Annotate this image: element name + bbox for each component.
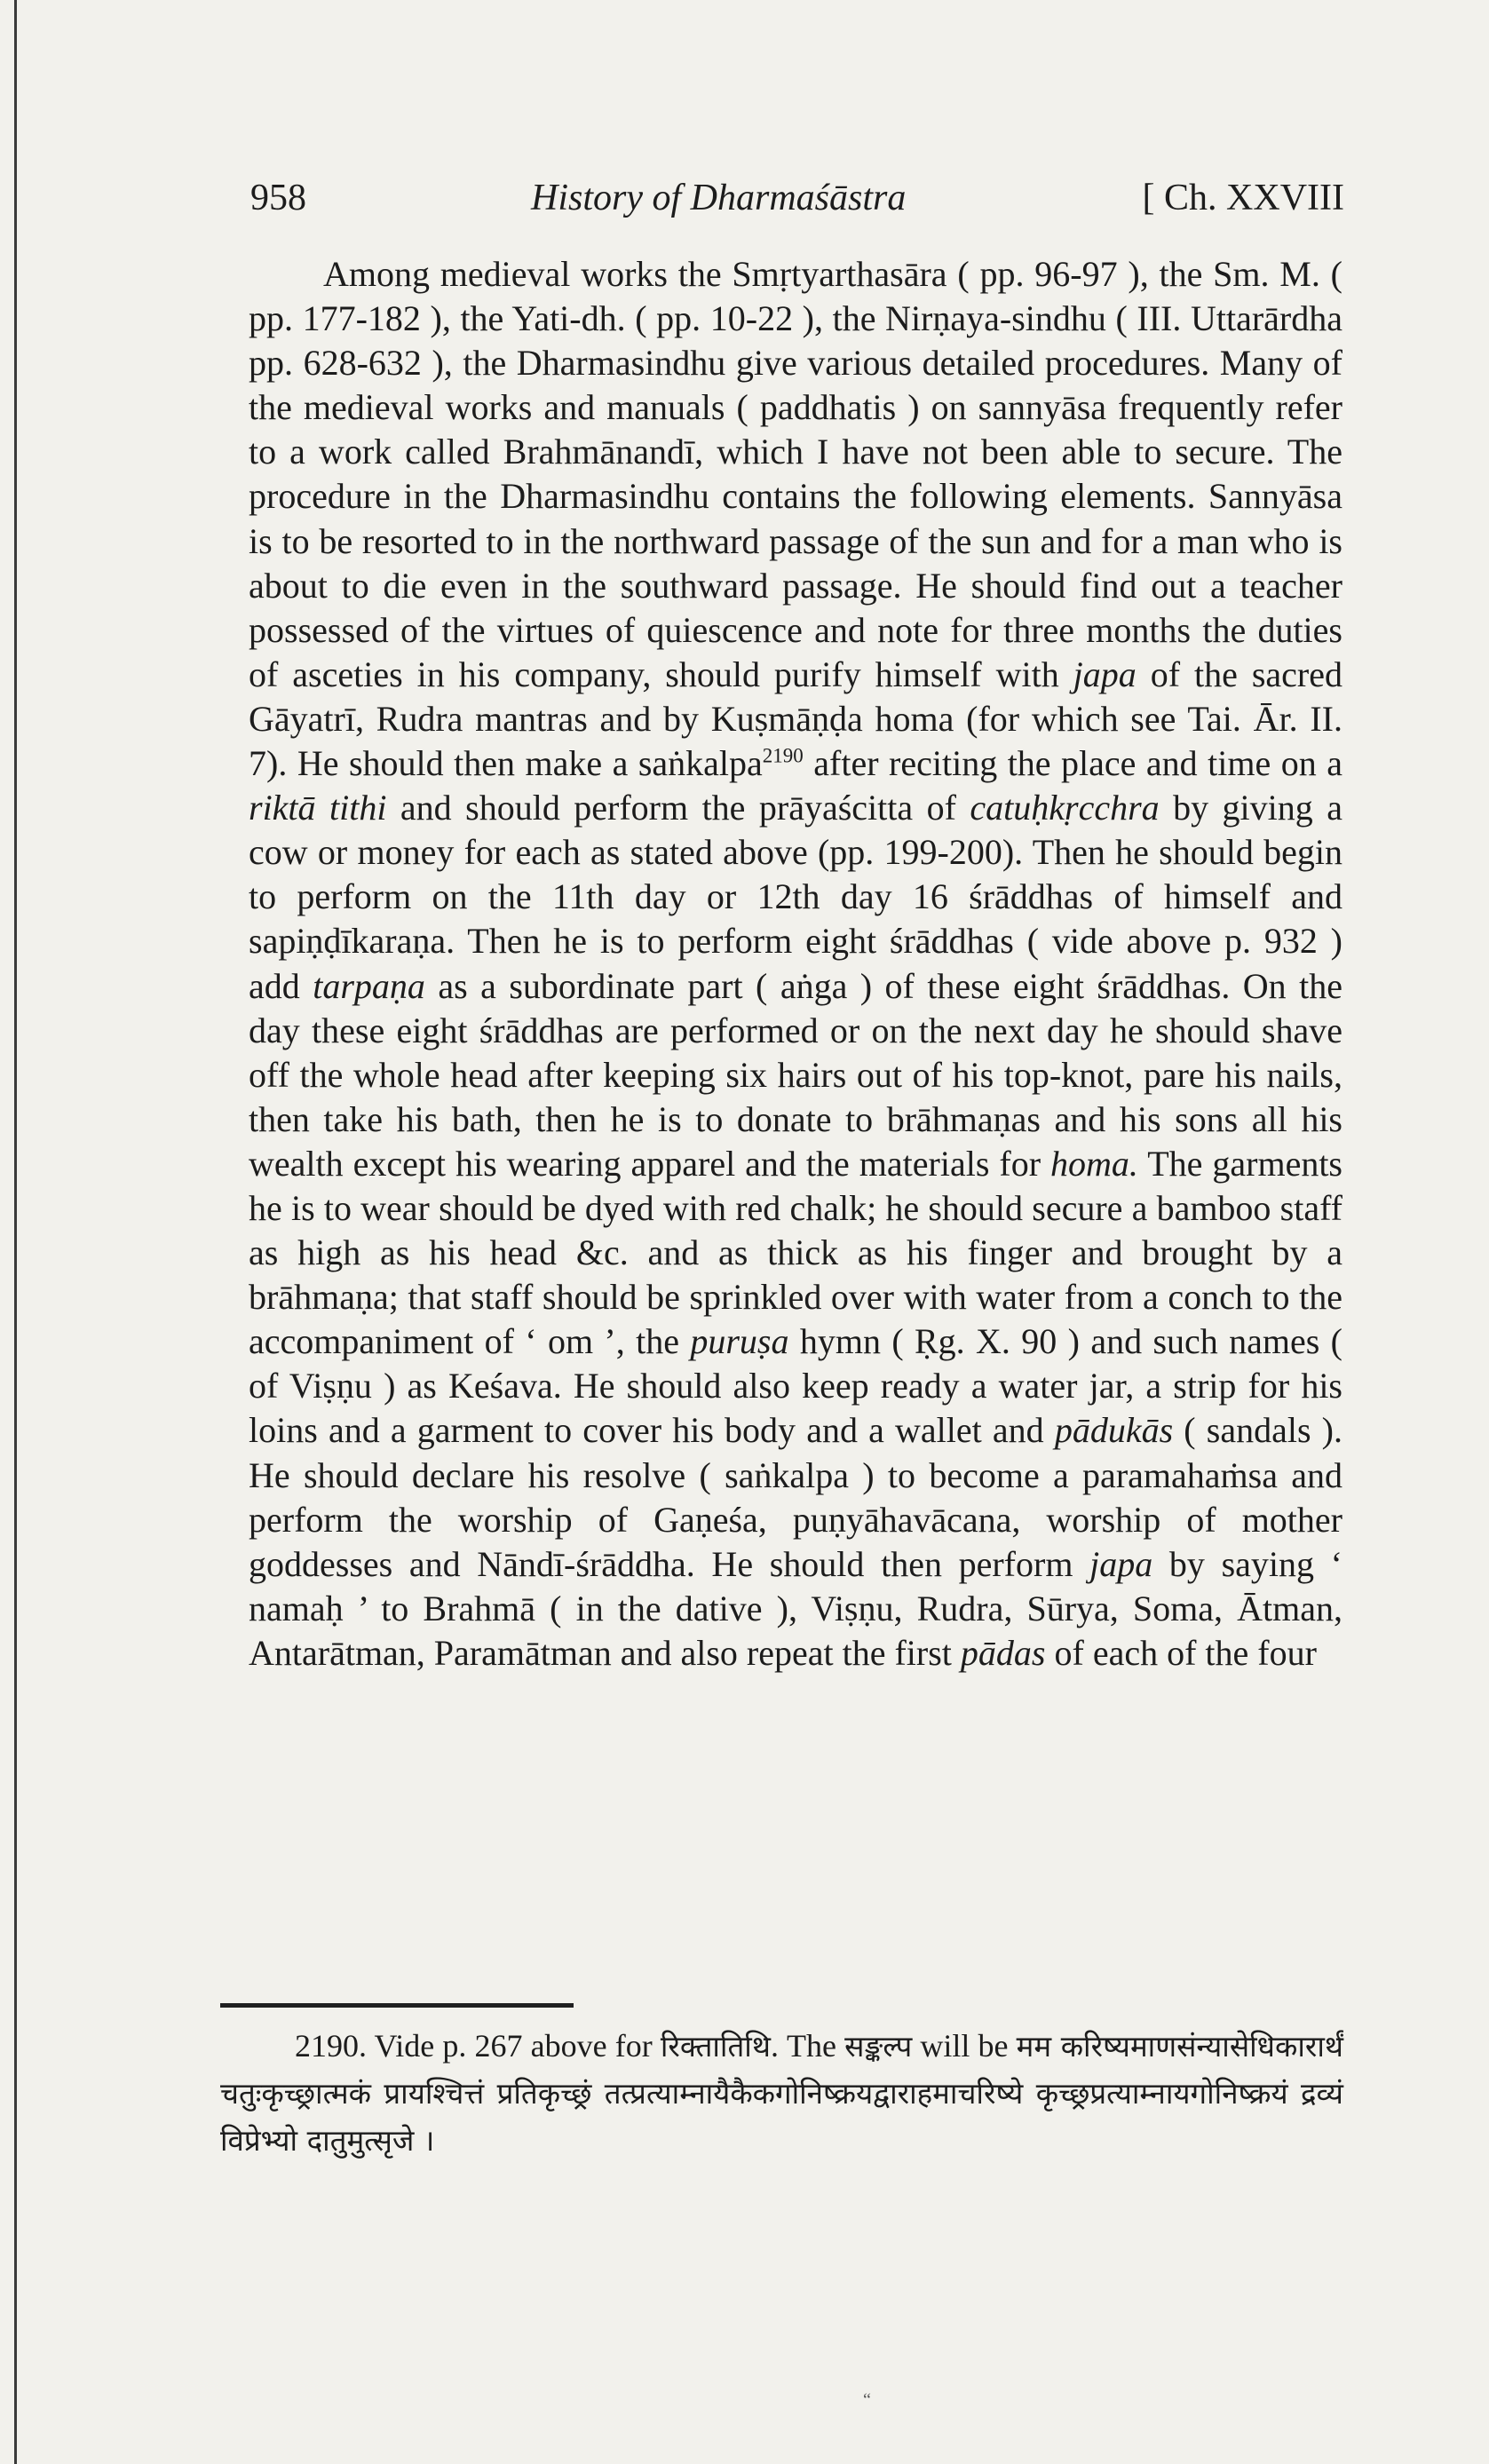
term-japa-2: japa bbox=[1089, 1543, 1153, 1584]
term-purusa: puruṣa bbox=[690, 1321, 789, 1362]
scan-edge-line bbox=[14, 0, 17, 2464]
bottom-scan-mark: “ bbox=[863, 2390, 871, 2410]
footnote-2190 bbox=[220, 2023, 1343, 2164]
running-title: History of Dharmaśāstra bbox=[531, 178, 907, 218]
footnote-number: 2190. bbox=[295, 2028, 367, 2064]
term-homa: homa. bbox=[1050, 1143, 1138, 1184]
page-number: 958 bbox=[250, 178, 306, 218]
devanagari-sankalpa: सङ्कल्प bbox=[844, 2029, 913, 2064]
term-rikta-tithi: riktā tithi bbox=[249, 788, 387, 828]
footnote-divider bbox=[220, 2003, 574, 2008]
term-padas: pādas bbox=[960, 1632, 1046, 1673]
page-header bbox=[250, 176, 1344, 229]
devanagari-sankalpa-text: मम करिष्यमाणसंन्यासेधिकारार्थं चतुःकृच्छ्रात्मकं प्रायश्चित्तं प्रतिकृच्छ्रं तत्प्रत्याम्नायैकैकगोनिष्क्रयद्वाराहमाचरिष्ये कृच्छ्रप्रत्याम्नायगोनिष्क्रयं द्रव्यं विप्रेभ्यो दातुमुत्सृजे । bbox=[220, 2029, 1343, 2158]
devanagari-rikta-tithi: रिक्तातिथि bbox=[660, 2029, 771, 2064]
footnote-paragraph: 2190. Vide p. 267 above for रिक्तातिथि. The सङ्कल्प will be मम करिष्यमाणसंन्यासेधिकारार्थं चतुःकृच्छ्रात्मकं प्रायश्चित्तं प्रतिकृच्छ्रं तत्प्रत्याम्नायैकैकगोनिष्क्रयद्वाराहमाचरिष्ये कृच्छ्रप्रत्याम्नायगोनिष्क्रयं द्रव्यं विप्रेभ्यो दातुमुत्सृजे । bbox=[220, 2028, 1343, 2158]
term-padukas: pādukās bbox=[1054, 1410, 1174, 1451]
body-paragraph: Among medieval works the Smṛtyarthasāra ( pp. 96-97 ), the Sm. M. ( pp. 177-182 ), the Yati-dh. ( pp. 10-22 ), the Nirṇaya-sindhu ( III. Uttarārdha pp. 628-632 ), the Dharmasindhu give various detailed procedures. Many of the medieval works and manuals ( paddhatis ) on sannyāsa frequently refer to a work called Brahmānandī, which I have not been able to secure. The procedure in the Dharmasindhu contains the following elements. Sannyāsa is to be resorted to in the northward passage of the sun and for a man who is about to die even in the southward passage. He should find out a teacher possessed of the virtues of quiescence and note for three months the duties of asceties in his company, should purify himself with japa of the sacred Gāyatrī, Rudra mantras and by Kuṣmāṇḍa homa (for which see Tai. Ār. II. 7). He should then make a saṅkalpa$^{2190}$ after reciting the place and time on a riktā tithi and should perform the prāyaścitta of catuḥkṛcchra by giving a cow or money for each as stated above (pp. 199-200). Then he should begin to perform on the 11th day or 12th day 16 śrāddhas of himself and sapiṇḍīkaraṇa. Then he is to perform eight śrāddhas ( vide above p. 932 ) add tarpaṇa as a subordinate part ( aṅga ) of these eight śrāddhas. On the day these eight śrāddhas are performed or on the next day he should shave off the whole head after keeping six hairs out of his top-knot, pare his nails, then take his bath, then he is to donate to brāhmaṇas and his sons all his wealth except his wearing apparel and the materials for homa. The garments he is to wear should be dyed with red chalk; he should secure a bamboo staff as high as his head &c. and as thick as his finger and brought by a brāhmaṇa; that staff should be sprinkled over with water from a conch to the accompaniment of ‘ om ’, the puruṣa hymn ( Ṛg. X. 90 ) and such names ( of Viṣṇu ) as Keśava. He should also keep ready a water jar, a strip for his loins and a garment to cover his body and a wallet and pādukās ( sandals ). He should declare his resolve ( saṅkalpa ) to become a paramahaṁsa and perform the worship of Gaṇeśa, puṇyāhavācana, worship of mother goddesses and Nāndī-śrāddha. He should then perform japa by saying ‘ namaḥ ’ to Brahmā ( in the dative ), Viṣṇu, Rudra, Sūrya, Soma, Ātman, Antarātman, Paramātman and also repeat the first pādas of each of the four bbox=[249, 254, 1343, 1673]
chapter-label: [ Ch. XXVIII bbox=[1142, 178, 1344, 218]
term-japa: japa bbox=[1073, 654, 1137, 694]
footnote-reference: 2190 bbox=[762, 744, 804, 767]
term-catuhkrcchra: catuḥkṛcchra bbox=[970, 788, 1160, 828]
term-tarpana: tarpaṇa bbox=[313, 965, 425, 1006]
main-text bbox=[249, 252, 1342, 1676]
